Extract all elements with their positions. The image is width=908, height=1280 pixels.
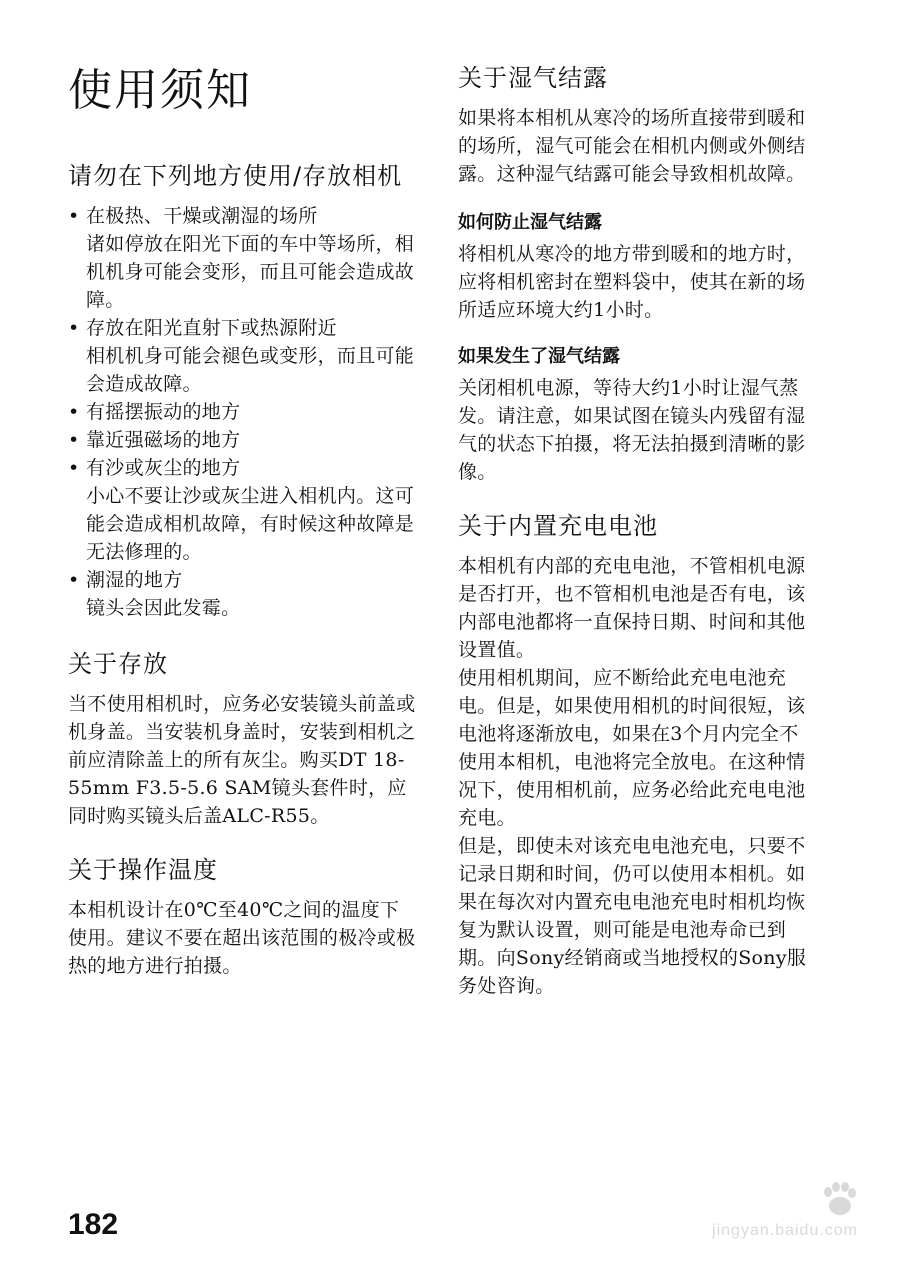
section-operating-temperature: [68, 854, 418, 980]
watermark-site: jingyan.baidu.com: [712, 1222, 858, 1239]
section-storage: [68, 648, 418, 830]
list-item: [68, 202, 418, 314]
list-item-title: • 在极热、干燥或潮湿的场所: [86, 205, 318, 227]
page-number: 182: [68, 1208, 119, 1241]
watermark: [712, 1174, 858, 1240]
right-column: [458, 62, 808, 1024]
list-item-title: • 潮湿的地方: [86, 569, 183, 591]
page-title: 使用须知: [68, 65, 252, 116]
section-internal-battery: [458, 510, 808, 1000]
subsection-heading: 如果发生了湿气结露: [458, 346, 620, 367]
section-paragraph: 但是，即使未对该充电电池充电，只要不记录日期和时间，仍可以使用本相机。如果在每次对内置充电电池充电时相机均恢复为默认设置，则可能是电池寿命已到期。向Sony经销商或当地授权的Sony服务处咨询。: [458, 835, 807, 997]
list-item-title: • 有摇摆振动的地方: [86, 401, 241, 423]
list-item: [68, 454, 418, 566]
left-column: [68, 160, 418, 1004]
list-item: [68, 314, 418, 398]
section-heading: 关于操作温度: [68, 856, 218, 884]
list-item-detail: 小心不要让沙或灰尘进入相机内。这可能会造成相机故障，有时候这种故障是无法修理的。: [86, 485, 415, 563]
list-item-detail: 相机机身可能会褪色或变形，而且可能会造成故障。: [86, 345, 415, 395]
section-heading: 请勿在下列地方使用/存放相机: [68, 162, 403, 190]
list-item: [68, 566, 418, 622]
list-item-detail: 镜头会因此发霉。: [86, 597, 241, 619]
list-item: [68, 426, 418, 454]
list-item: [68, 398, 418, 426]
list-item-title: • 靠近强磁场的地方: [86, 429, 241, 451]
section-paragraph: 使用相机期间，应不断给此充电电池充电。但是，如果使用相机的时间很短，该电池将逐渐放电，如果在3个月内完全不使用本相机，电池将完全放电。在这种情况下，使用相机前，应务必给此充电电池充电。: [458, 667, 806, 829]
subsection-heading: 如何防止湿气结露: [458, 212, 602, 233]
section-text: 本相机设计在0℃至40℃之间的温度下使用。建议不要在超出该范围的极冷或极热的地方进行拍摄。: [68, 899, 416, 977]
location-list: [68, 202, 418, 622]
subsection-text: 将相机从寒冷的地方带到暖和的地方时，应将相机密封在塑料袋中，使其在新的场所适应环境大约1小时。: [458, 243, 806, 321]
section-heading: 关于存放: [68, 650, 168, 678]
subsection-text: 关闭相机电源，等待大约1小时让湿气蒸发。请注意，如果试图在镜头内残留有湿气的状态下拍摄，将无法拍摄到清晰的影像。: [458, 377, 806, 483]
section-paragraph: 本相机有内部的充电电池，不管相机电源是否打开，也不管相机电池是否有电，该内部电池都将一直保持日期、时间和其他设置值。: [458, 555, 806, 661]
section-heading: 关于内置充电电池: [458, 512, 658, 540]
list-item-title: • 存放在阳光直射下或热源附近: [86, 317, 337, 339]
subsection-if-condensation: [458, 344, 808, 486]
paw-icon: [820, 1182, 858, 1216]
subsection-prevent-condensation: [458, 210, 808, 324]
list-item-detail: 诸如停放在阳光下面的车中等场所，相机机身可能会变形，而且可能会造成故障。: [86, 233, 415, 311]
section-text: 如果将本相机从寒冷的场所直接带到暖和的场所，湿气可能会在相机内侧或外侧结露。这种湿气结露可能会导致相机故障。: [458, 107, 806, 185]
section-heading: 关于湿气结露: [458, 64, 608, 92]
section-condensation: [458, 62, 808, 486]
section-storage-locations: [68, 160, 418, 622]
watermark-logo: [712, 1174, 858, 1222]
section-text: 当不使用相机时，应务必安装镜头前盖或机身盖。当安装机身盖时，安装到相机之前应清除盖上的所有灰尘。购买DT 18-55mm F3.5-5.6 SAM镜头套件时，应同时购买镜头后盖ALC-R55。: [68, 693, 416, 827]
list-item-title: • 有沙或灰尘的地方: [86, 457, 241, 479]
